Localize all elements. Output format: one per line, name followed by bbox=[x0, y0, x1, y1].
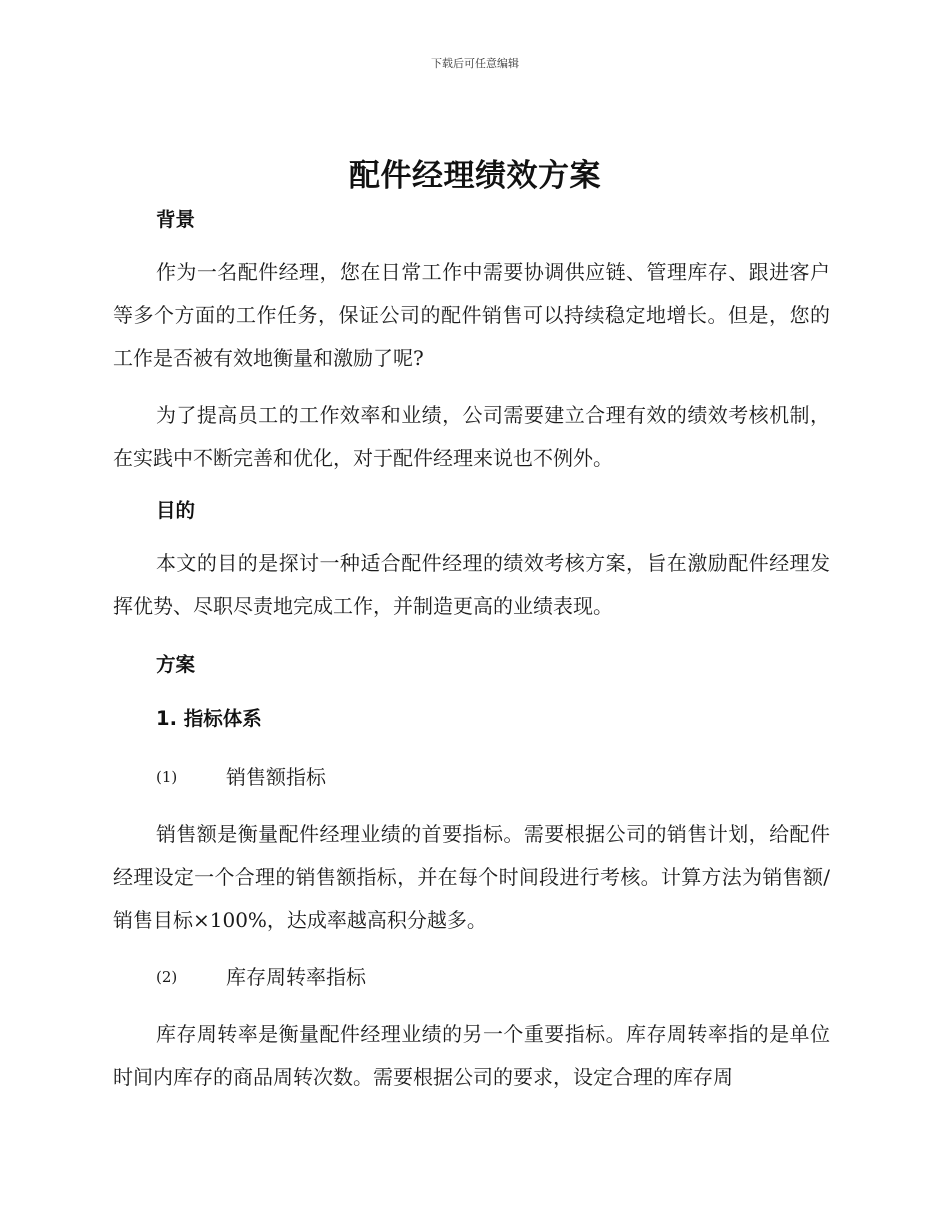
document-body bbox=[113, 203, 830, 1099]
item-label: 销售额指标 bbox=[226, 765, 326, 789]
section-heading-plan: 方案 bbox=[156, 653, 196, 676]
section-heading-purpose: 目的 bbox=[156, 499, 196, 522]
paragraph: 库存周转率是衡量配件经理业绩的另一个重要指标。库存周转率指的是单位时间内库存的商品周转次数。需要根据公司的要求，设定合理的库存周 bbox=[113, 1022, 830, 1089]
document-title: 配件经理绩效方案 bbox=[349, 158, 601, 194]
item-number: (1) bbox=[156, 768, 178, 786]
list-item-heading bbox=[113, 956, 830, 999]
header-note: 下载后可任意编辑 bbox=[431, 57, 519, 70]
paragraph: 作为一名配件经理，您在日常工作中需要协调供应链、管理库存、跟进客户等多个方面的工作任务，保证公司的配件销售可以持续稳定地增长。但是，您的工作是否被有效地衡量和激励了呢? bbox=[113, 260, 830, 370]
list-item-heading bbox=[113, 756, 830, 799]
paragraph: 销售额是衡量配件经理业绩的首要指标。需要根据公司的销售计划，给配件经理设定一个合理的销售额指标，并在每个时间段进行考核。计算方法为销售额/销售目标×100%，达成率越高积分越多。 bbox=[113, 822, 830, 932]
section-heading-background: 背景 bbox=[156, 208, 196, 231]
paragraph: 本文的目的是探讨一种适合配件经理的绩效考核方案，旨在激励配件经理发挥优势、尽职尽责地完成工作，并制造更高的业绩表现。 bbox=[113, 551, 830, 618]
paragraph: 为了提高员工的工作效率和业绩，公司需要建立合理有效的绩效考核机制，在实践中不断完善和优化，对于配件经理来说也不例外。 bbox=[113, 403, 830, 470]
subsection-heading-indicators: 1. 指标体系 bbox=[156, 707, 262, 730]
item-label: 库存周转率指标 bbox=[226, 965, 366, 989]
item-number: (2) bbox=[156, 968, 178, 986]
